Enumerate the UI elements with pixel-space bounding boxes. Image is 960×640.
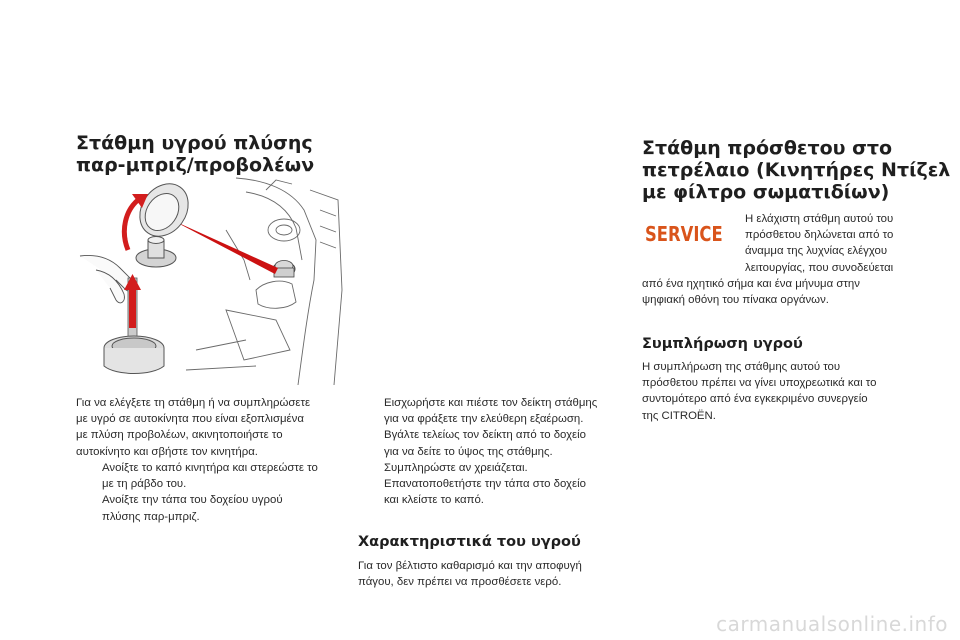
left-intro-line: Για να ελέγξετε τη στάθμη ή να συμπληρώσετε [76,397,311,409]
list-item [358,476,628,508]
text-line: λειτουργίας, που συνοδεύεται [745,261,894,274]
list-item [358,395,628,427]
left-intro [76,395,310,460]
middle-subtitle: Χαρακτηριστικά του υγρού [358,534,581,550]
step-text: Συμπληρώστε αν χρειάζεται. [384,461,528,474]
text-line: Για τον βέλτιστο καθαρισμό και την αποφυγή [358,560,582,572]
washer-reservoir-illustration [76,170,346,390]
step-text: Ανοίξτε το καπό κινητήρα και στερεώστε το [102,462,318,474]
step-text: Ανοίξτε την τάπα του δοχείου υγρού [102,494,283,507]
left-intro-line: με υγρό σε αυτοκίνητα που είναι εξοπλισμένα [76,413,304,426]
text-line: Η ελάχιστη στάθμη αυτού του [745,213,894,225]
middle-text [358,558,582,590]
middle-steps [358,395,628,508]
step-text: πλύσης παρ-μπριζ. [102,510,200,523]
text-line: άναμμα της λυχνίας ελέγχου [745,245,888,258]
right-text [642,359,876,424]
service-label: SERVICE [645,222,723,246]
left-intro-line: αυτοκίνητο και σβήστε τον κινητήρα. [76,445,258,458]
service-warning-icon [645,222,727,252]
list-item [358,460,628,476]
step-text: με τη ράβδο του. [102,478,187,491]
text-line: από ένα ηχητικό σήμα και ένα μήνυμα στην [642,278,860,290]
left-title-line-1: Στάθμη υγρού πλύσης [76,132,313,154]
right-intro-short [745,211,893,276]
text-line: πάγου, δεν πρέπει να προσθέσετε νερό. [358,576,562,589]
list-item [358,427,628,459]
right-title-line-2: πετρέλαιο (Κινητήρες Ντίζελ [642,159,951,181]
step-text: για να φράξετε την ελεύθερη εξαέρωση. [384,413,584,426]
list-item [76,492,356,524]
right-title-line-1: Στάθμη πρόσθετου στο [642,137,893,159]
step-text: Βγάλτε τελείως τον δείκτη από το δοχείο [384,429,586,442]
text-line: πρόσθετου πρέπει να γίνει υποχρεωτικά και το [642,377,877,390]
list-item [76,460,356,492]
watermark: carmanualsonline.info [716,612,948,636]
step-text: Εισχωρήστε και πιέστε τον δείκτη στάθμης [384,397,598,409]
step-text: και κλείστε το καπό. [384,494,484,507]
text-line: της CITROËN. [642,409,716,422]
right-intro-full [642,276,860,308]
right-subtitle: Συμπλήρωση υγρού [642,336,803,352]
step-text: Επανατοποθετήστε την τάπα στο δοχείο [384,478,586,491]
step-text: για να δείτε το ύψος της στάθμης. [384,445,553,458]
text-line: ψηφιακή οθόνη του πίνακα οργάνων. [642,294,829,307]
text-line: πρόσθετου δηλώνεται από το [745,229,894,242]
left-steps [76,460,356,525]
text-line: συντομότερο από ένα εγκεκριμένο συνεργείο [642,393,868,406]
left-intro-line: με πλύση προβολέων, ακινητοποιήστε το [76,429,283,442]
text-line: Η συμπλήρωση της στάθμης αυτού του [642,361,841,373]
right-title [642,137,950,203]
left-title-line-2: παρ-μπριζ/προβολέων [76,154,315,176]
right-title-line-3: με φίλτρο σωματιδίων) [642,181,890,203]
